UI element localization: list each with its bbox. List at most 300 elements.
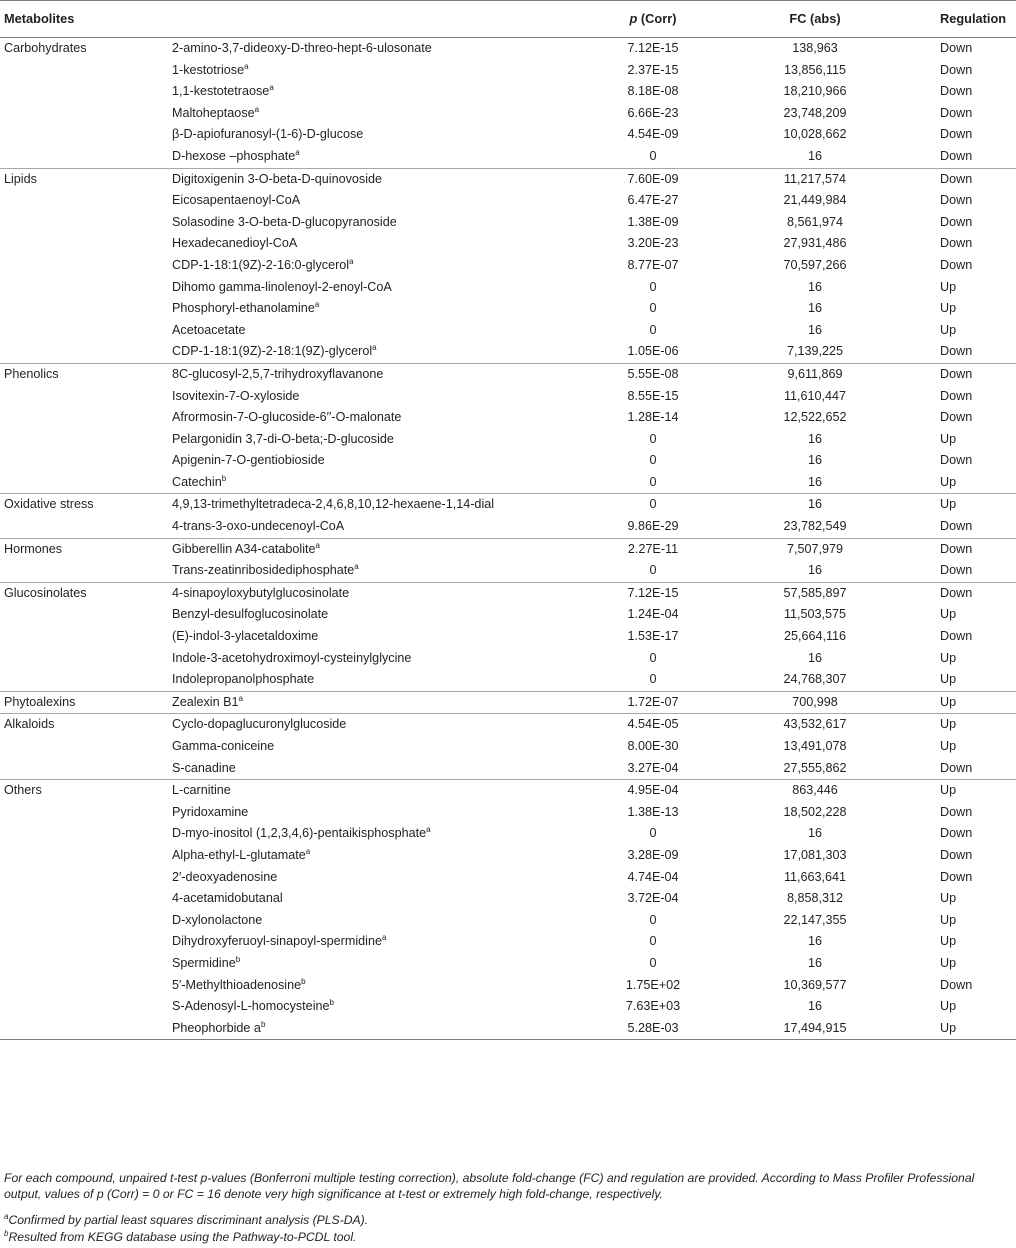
fc-value: 863,446 xyxy=(792,783,838,798)
table-row xyxy=(0,429,1016,451)
fc-value: 11,217,574 xyxy=(783,171,847,186)
category-empty xyxy=(0,255,172,277)
regulation-value: Up xyxy=(940,650,957,665)
p-corr-value: 8.77E-07 xyxy=(627,257,679,272)
category-empty xyxy=(0,823,172,845)
header-regulation: Regulation xyxy=(908,1,1016,38)
regulation-value: Down xyxy=(940,804,973,819)
fc-value: 11,610,447 xyxy=(783,388,847,403)
header-blank xyxy=(172,1,584,38)
category-empty xyxy=(0,81,172,103)
regulation-value: Up xyxy=(940,739,957,753)
p-corr-value: 1.28E-14 xyxy=(627,410,679,425)
p-corr-value: 7.60E-09 xyxy=(627,171,679,186)
category-label: Lipids xyxy=(4,171,37,186)
table-row xyxy=(0,168,1016,190)
table-row xyxy=(0,669,1016,691)
footnote-a-text: Confirmed by partial least squares discriminant analysis (PLS-DA). xyxy=(8,1213,369,1227)
fc-value: 8,858,312 xyxy=(786,891,844,906)
fc-value: 70,597,266 xyxy=(783,257,847,272)
table-row xyxy=(0,190,1016,212)
table-row xyxy=(0,341,1016,363)
p-corr-value: 0 xyxy=(649,650,657,665)
fc-value: 27,931,486 xyxy=(783,236,847,251)
p-corr-value: 1.38E-09 xyxy=(627,214,679,229)
p-corr-value: 5.55E-08 xyxy=(627,366,679,381)
fc-value: 17,081,303 xyxy=(783,847,847,862)
metabolite-name xyxy=(172,910,584,932)
table-row xyxy=(0,845,1016,867)
footnote-a-mark: a xyxy=(4,1212,9,1221)
metabolite-name xyxy=(172,429,584,451)
table-row xyxy=(0,233,1016,255)
p-corr-value: 0 xyxy=(649,322,657,337)
category-empty xyxy=(0,233,172,255)
table-row xyxy=(0,996,1016,1018)
table-row xyxy=(0,103,1016,125)
metabolite-name xyxy=(172,888,584,910)
fc-value: 57,585,897 xyxy=(783,585,847,600)
metabolite-name xyxy=(172,386,584,408)
table-row xyxy=(0,953,1016,975)
fc-value: 16 xyxy=(807,453,822,468)
fc-value: 17,494,915 xyxy=(722,1018,908,1040)
metabolite-name xyxy=(172,212,584,234)
fc-value: 7,507,979 xyxy=(786,541,844,556)
metabolite-name xyxy=(172,103,584,125)
regulation-value: Up xyxy=(908,1018,1016,1040)
metabolite-name-text: Pyridoxamine xyxy=(172,804,249,819)
metabolite-name xyxy=(172,190,584,212)
regulation-value: Down xyxy=(908,758,1016,780)
regulation-value: Down xyxy=(940,193,973,208)
p-corr-value: 0 xyxy=(584,146,722,168)
footnote-marker: a xyxy=(314,300,320,310)
table-row xyxy=(0,124,1016,146)
p-corr-value: 0 xyxy=(649,279,657,294)
fc-value: 22,147,355 xyxy=(783,912,847,927)
table-row xyxy=(0,81,1016,103)
metabolite-name xyxy=(172,168,584,190)
regulation-value: Up xyxy=(940,912,957,927)
regulation-value: Up xyxy=(940,431,957,446)
metabolite-name xyxy=(172,758,584,780)
table-row xyxy=(0,691,1016,714)
p-corr-value: 0 xyxy=(649,934,657,949)
metabolite-name-text: Solasodine 3-O-beta-D-glucopyranoside xyxy=(172,214,397,229)
fc-value: 16 xyxy=(722,560,908,582)
category-label: Hormones xyxy=(4,541,63,556)
regulation-value: Down xyxy=(908,560,1016,582)
table-row xyxy=(0,888,1016,910)
metabolite-name-text: CDP-1-18:1(9Z)-2-16:0-glycerol xyxy=(172,257,350,272)
p-corr-value: 0 xyxy=(649,453,657,468)
metabolite-name-text: 1,1-kestotetraose xyxy=(172,84,270,99)
metabolite-name-text: 8C-glucosyl-2,5,7-trihydroxyflavanone xyxy=(172,366,384,381)
metabolite-name-text: D-xylonolactone xyxy=(172,912,263,927)
table-row xyxy=(0,758,1016,780)
metabolite-name xyxy=(172,953,584,975)
table-row xyxy=(0,494,1016,516)
metabolite-name-text: 2′-deoxyadenosine xyxy=(172,869,278,884)
metabolite-name xyxy=(172,714,584,736)
metabolite-name-text: Gamma-coniceine xyxy=(172,739,275,753)
p-corr-value: 3.27E-04 xyxy=(584,758,722,780)
metabolite-name xyxy=(172,823,584,845)
metabolite-name xyxy=(172,560,584,582)
metabolite-name-text: 4-trans-3-oxo-undecenoyl-CoA xyxy=(172,519,345,534)
metabolite-name xyxy=(172,802,584,824)
metabolite-name xyxy=(172,450,584,472)
table-row xyxy=(0,146,1016,168)
metabolite-name xyxy=(172,407,584,429)
footnote-marker: a xyxy=(238,693,243,703)
metabolite-name xyxy=(172,1018,584,1040)
table-row xyxy=(0,802,1016,824)
category-empty xyxy=(0,867,172,889)
metabolite-name-text: (E)-indol-3-ylacetaldoxime xyxy=(172,629,319,644)
metabolite-name xyxy=(172,626,584,648)
fc-value: 9,611,869 xyxy=(787,366,843,381)
metabolite-name xyxy=(172,255,584,277)
regulation-value: Down xyxy=(940,127,973,142)
p-corr-value: 1.24E-04 xyxy=(627,607,679,622)
category-empty xyxy=(0,910,172,932)
regulation-value: Down xyxy=(908,516,1016,538)
table-row xyxy=(0,277,1016,299)
category-empty xyxy=(0,626,172,648)
fc-value: 16 xyxy=(807,955,822,970)
category-empty xyxy=(0,802,172,824)
metabolite-name xyxy=(172,60,584,82)
table-row xyxy=(0,780,1016,802)
table-row xyxy=(0,516,1016,538)
p-corr-value: 6.47E-27 xyxy=(627,193,679,208)
p-corr-value: 0 xyxy=(649,912,657,927)
p-corr-value: 4.95E-04 xyxy=(627,783,679,798)
regulation-value: Down xyxy=(940,847,973,862)
table-row xyxy=(0,931,1016,953)
metabolite-name-text: Maltoheptaose xyxy=(172,105,255,120)
metabolite-name xyxy=(172,604,584,626)
metabolite-name-text: Pelargonidin 3,7-di-O-beta;-D-glucoside xyxy=(172,431,394,446)
regulation-value: Up xyxy=(940,891,957,906)
regulation-value: Up xyxy=(940,955,957,970)
table-row xyxy=(0,407,1016,429)
metabolite-name xyxy=(172,363,584,385)
fc-value: 25,664,116 xyxy=(783,629,847,644)
header-p-italic: p xyxy=(629,11,638,27)
footnote-marker: a xyxy=(349,256,354,266)
table-row xyxy=(0,823,1016,845)
header-fc: FC (abs) xyxy=(722,1,908,38)
category-empty xyxy=(0,888,172,910)
fc-value: 10,028,662 xyxy=(783,127,847,142)
metabolite-name xyxy=(172,233,584,255)
table-row xyxy=(0,298,1016,320)
table-row xyxy=(0,910,1016,932)
footnote-b xyxy=(4,1229,1004,1245)
category-empty xyxy=(0,341,172,363)
regulation-value: Down xyxy=(908,341,1016,363)
metabolite-name xyxy=(172,81,584,103)
metabolite-name xyxy=(172,996,584,1018)
metabolite-name xyxy=(172,975,584,997)
metabolite-name-text: Indole-3-acetohydroximoyl-cysteinylglycine xyxy=(172,650,412,665)
footnote-marker: b xyxy=(329,998,334,1008)
footnote-marker: a xyxy=(381,933,387,943)
table-row xyxy=(0,560,1016,582)
category-empty xyxy=(0,103,172,125)
regulation-value: Down xyxy=(940,236,973,251)
p-corr-value: 0 xyxy=(649,955,657,970)
metabolite-name xyxy=(172,124,584,146)
table-row xyxy=(0,212,1016,234)
table-row xyxy=(0,320,1016,342)
category-empty xyxy=(0,736,172,758)
category-empty xyxy=(0,1018,172,1040)
table-row xyxy=(0,255,1016,277)
footnote-marker: a xyxy=(305,846,311,856)
p-corr-value: 7.63E+03 xyxy=(625,999,681,1014)
footnote-marker: a xyxy=(295,147,300,157)
fc-value: 16 xyxy=(807,301,822,316)
metabolite-name-text: Digitoxigenin 3-O-beta-D-quinovoside xyxy=(172,171,383,186)
metabolite-name-text: Dihydroxyferuoyl-sinapoyl-spermidine xyxy=(172,934,382,949)
footnote-b-text: Resulted from KEGG database using the Pathway-to-PCDL tool. xyxy=(8,1230,357,1244)
table-row xyxy=(0,38,1016,60)
metabolite-name xyxy=(172,648,584,670)
fc-value: 16 xyxy=(807,497,822,512)
regulation-value: Up xyxy=(940,607,957,622)
table-row xyxy=(0,386,1016,408)
regulation-value: Down xyxy=(908,146,1016,168)
fc-value: 27,555,862 xyxy=(722,758,908,780)
category-empty xyxy=(0,407,172,429)
regulation-value: Up xyxy=(908,691,1016,714)
metabolite-name xyxy=(172,691,584,714)
footnote-marker: a xyxy=(354,562,359,572)
fc-value: 7,139,225 xyxy=(722,341,908,363)
category-label: Others xyxy=(4,783,42,798)
metabolite-name-text: Phosphoryl-ethanolamine xyxy=(172,301,315,316)
fc-value: 11,663,641 xyxy=(783,869,847,884)
regulation-value: Down xyxy=(940,105,973,120)
regulation-value: Down xyxy=(940,826,973,841)
fc-value: 138,963 xyxy=(792,41,838,55)
regulation-value: Down xyxy=(940,62,973,77)
table-row xyxy=(0,582,1016,604)
metabolite-name xyxy=(172,867,584,889)
footnote-marker: a xyxy=(269,83,274,93)
fc-value: 16 xyxy=(722,146,908,168)
p-corr-value: 4.54E-09 xyxy=(627,127,679,142)
category-empty xyxy=(0,472,172,494)
fc-value: 16 xyxy=(807,279,822,294)
regulation-value: Up xyxy=(940,497,957,512)
metabolite-name xyxy=(172,298,584,320)
p-corr-value: 1.05E-06 xyxy=(584,341,722,363)
metabolite-name xyxy=(172,582,584,604)
category-empty xyxy=(0,190,172,212)
table-row xyxy=(0,604,1016,626)
category-empty xyxy=(0,560,172,582)
fc-value: 16 xyxy=(807,431,822,446)
regulation-value: Up xyxy=(940,999,957,1014)
p-corr-value: 4.74E-04 xyxy=(627,869,679,884)
category-empty xyxy=(0,60,172,82)
metabolite-name xyxy=(172,146,584,168)
p-corr-value: 0 xyxy=(584,472,722,494)
metabolite-name-text: D-hexose –phosphate xyxy=(172,148,296,163)
fc-value: 24,768,307 xyxy=(722,669,908,691)
metabolite-name-text: Pheophorbide a xyxy=(172,1020,261,1035)
fc-value: 12,522,652 xyxy=(783,410,847,425)
regulation-value: Down xyxy=(940,869,973,884)
metabolite-name-text: Dihomo gamma-linolenoyl-2-enoyl-CoA xyxy=(172,279,392,294)
metabolite-name-text: 1-kestotriose xyxy=(172,62,245,77)
metabolite-name-text: Isovitexin-7-O-xyloside xyxy=(172,388,300,403)
fc-value: 18,210,966 xyxy=(783,84,847,99)
fc-value: 11,503,575 xyxy=(783,607,847,622)
metabolite-name xyxy=(172,931,584,953)
regulation-value: Up xyxy=(940,322,957,337)
category-empty xyxy=(0,996,172,1018)
regulation-value: Down xyxy=(940,410,973,425)
metabolite-name-text: 2-amino-3,7-dideoxy-D-threo-hept-6-ulosonate xyxy=(172,41,432,55)
regulation-value: Down xyxy=(940,585,973,600)
footnote-b-mark: b xyxy=(4,1229,9,1238)
fc-value: 13,856,115 xyxy=(783,62,847,77)
category-label: Alkaloids xyxy=(4,717,55,732)
metabolite-name xyxy=(172,736,584,758)
metabolite-name-text: S-canadine xyxy=(172,760,236,775)
fc-value: 18,502,228 xyxy=(783,804,847,819)
metabolite-name-text: Acetoacetate xyxy=(172,322,246,337)
fc-value: 8,561,974 xyxy=(786,214,844,229)
category-empty xyxy=(0,298,172,320)
fc-value: 700,998 xyxy=(722,691,908,714)
metabolite-name-text: S-Adenosyl-L-homocysteine xyxy=(172,999,330,1014)
p-corr-value: 2.27E-11 xyxy=(627,541,679,556)
category-label: Glucosinolates xyxy=(4,585,87,600)
regulation-value: Down xyxy=(940,388,973,403)
category-label: Carbohydrates xyxy=(4,41,87,55)
category-empty xyxy=(0,953,172,975)
p-corr-value: 0 xyxy=(649,497,657,512)
metabolite-name-text: 4-sinapoyloxybutylglucosinolate xyxy=(172,585,350,600)
p-corr-value: 1.38E-13 xyxy=(627,804,679,819)
regulation-value: Down xyxy=(940,453,973,468)
p-corr-value: 7.12E-15 xyxy=(627,41,679,55)
p-corr-value: 0 xyxy=(584,560,722,582)
metabolite-name-text: Cyclo-dopaglucuronylglucoside xyxy=(172,717,347,732)
metabolite-name-text: L-carnitine xyxy=(172,783,231,798)
metabolite-name xyxy=(172,341,584,363)
fc-value: 13,491,078 xyxy=(783,739,847,753)
header-p-rest: (Corr) xyxy=(637,11,677,27)
fc-value: 23,782,549 xyxy=(722,516,908,538)
regulation-value: Up xyxy=(940,717,957,732)
category-empty xyxy=(0,429,172,451)
table-row xyxy=(0,538,1016,560)
p-corr-value: 1.53E-17 xyxy=(627,629,679,644)
category-label: Phenolics xyxy=(4,366,59,381)
p-corr-value: 0 xyxy=(649,431,657,446)
footnote-marker: b xyxy=(221,473,227,483)
p-corr-value: 9.86E-29 xyxy=(584,516,722,538)
category-empty xyxy=(0,516,172,538)
p-corr-value: 7.12E-15 xyxy=(627,585,679,600)
table-row xyxy=(0,714,1016,736)
category-empty xyxy=(0,212,172,234)
metabolite-name-text: Trans-zeatinribosidediphosphate xyxy=(172,563,355,578)
p-corr-value: 8.00E-30 xyxy=(627,739,679,753)
fc-value: 43,532,617 xyxy=(783,717,847,732)
fc-value: 16 xyxy=(807,826,822,841)
regulation-value: Up xyxy=(940,301,957,316)
table-row xyxy=(0,60,1016,82)
footnote-marker: a xyxy=(372,343,377,353)
footnote-marker: b xyxy=(260,1019,266,1029)
fc-value: 16 xyxy=(722,472,908,494)
metabolite-name-text: D-myo-inositol (1,2,3,4,6)-pentaikisphosphate xyxy=(172,826,427,841)
p-corr-value: 8.55E-15 xyxy=(627,388,679,403)
metabolite-name-text: Gibberellin A34-catabolite xyxy=(172,541,316,556)
metabolite-name-text: Apigenin-7-O-gentiobioside xyxy=(172,453,325,468)
p-corr-value: 5.28E-03 xyxy=(584,1018,722,1040)
metabolite-name xyxy=(172,538,584,560)
category-label: Oxidative stress xyxy=(4,497,94,512)
p-corr-value: 1.72E-07 xyxy=(584,691,722,714)
metabolite-name xyxy=(172,494,584,516)
metabolite-name-text: Spermidine xyxy=(172,955,236,970)
fc-value: 23,748,209 xyxy=(783,105,847,120)
fc-value: 10,369,577 xyxy=(783,977,847,992)
metabolite-name xyxy=(172,669,584,691)
fc-value: 16 xyxy=(807,650,822,665)
metabolite-name-text: Alpha-ethyl-L-glutamate xyxy=(172,847,306,862)
category-empty xyxy=(0,758,172,780)
metabolite-name-text: 4,9,13-trimethyltetradeca-2,4,6,8,10,12-hexaene-1,14-dial xyxy=(172,497,495,512)
p-corr-value: 2.37E-15 xyxy=(627,62,679,77)
p-corr-value: 0 xyxy=(649,301,657,316)
metabolite-name-text: Zealexin B1 xyxy=(172,694,239,709)
category-empty xyxy=(0,320,172,342)
category-empty xyxy=(0,277,172,299)
metabolite-name xyxy=(172,38,584,60)
regulation-value: Down xyxy=(940,366,973,381)
metabolite-name-text: β-D-apiofuranosyl-(1-6)-D-glucose xyxy=(172,127,364,142)
header-p-corr xyxy=(584,1,722,38)
metabolite-name-text: Hexadecanedioyl-CoA xyxy=(172,236,298,251)
table-row xyxy=(0,472,1016,494)
category-empty xyxy=(0,604,172,626)
fc-value: 16 xyxy=(807,322,822,337)
table-header-row xyxy=(0,1,1016,38)
p-corr-value: 8.18E-08 xyxy=(627,84,679,99)
p-corr-value: 4.54E-05 xyxy=(627,717,679,732)
regulation-value: Down xyxy=(940,541,973,556)
category-empty xyxy=(0,975,172,997)
table-row xyxy=(0,975,1016,997)
footnote-marker: a xyxy=(315,540,320,550)
category-empty xyxy=(0,648,172,670)
fc-value: 21,449,984 xyxy=(783,193,847,208)
regulation-value: Down xyxy=(940,84,973,99)
metabolite-name-text: CDP-1-18:1(9Z)-2-18:1(9Z)-glycerol xyxy=(172,344,373,359)
metabolite-name-text: Benzyl-desulfoglucosinolate xyxy=(172,607,329,622)
